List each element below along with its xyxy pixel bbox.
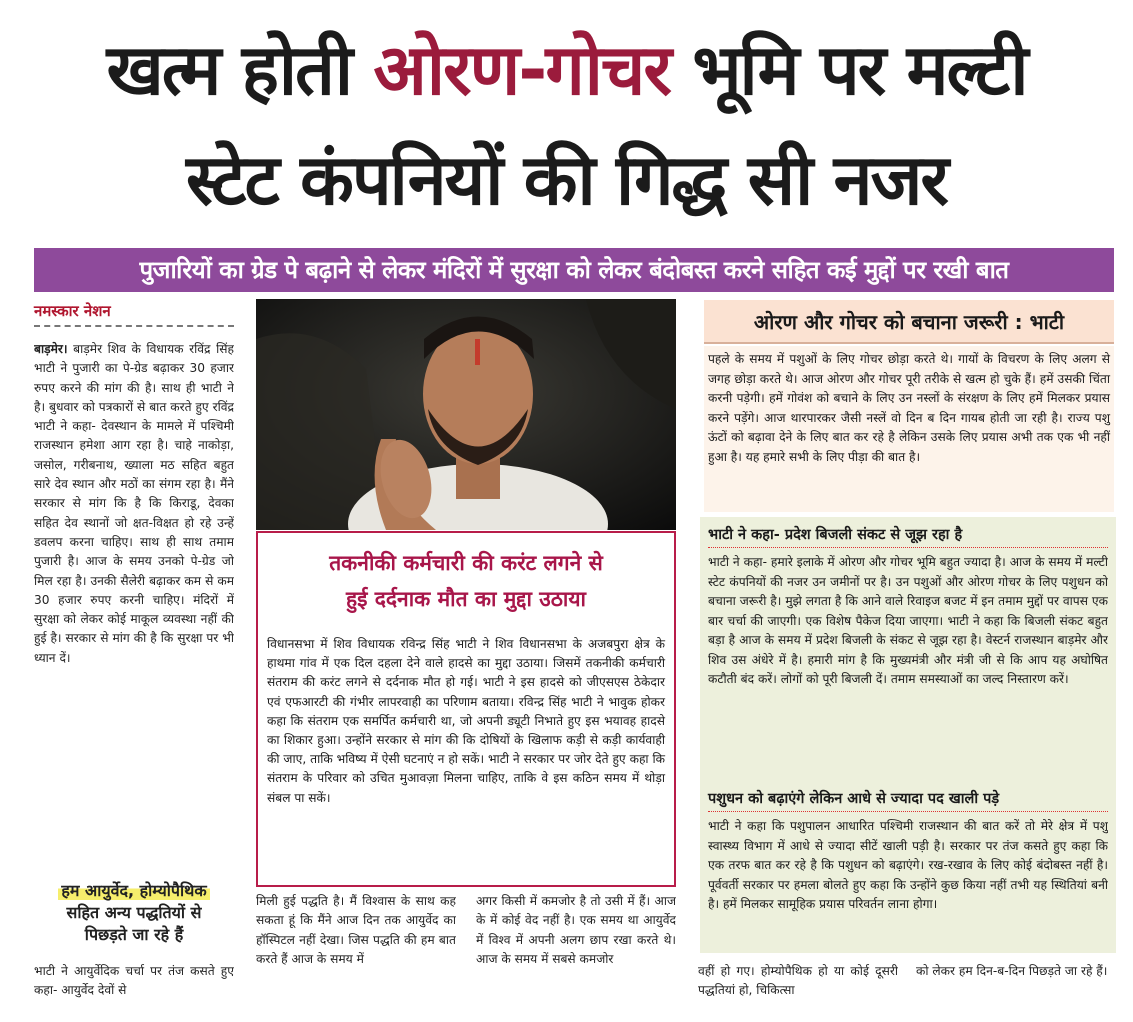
livestock-section-rule: [708, 811, 1108, 812]
livestock-section-heading: पशुधन को बढ़ाएंगे लेकिन आधे से ज्यादा पद खाली पड़े: [708, 791, 1000, 807]
power-section-heading: भाटी ने कहा- प्रदेश बिजली संकट से जूझ रहा है: [708, 527, 963, 543]
center-box-heading-line-1: तकनीकी कर्मचारी की करंट लगने से: [329, 551, 603, 575]
headline-accent: ओरण-गोचर: [373, 29, 670, 111]
ayurveda-subhead-text: भाटी ने आयुर्वेदिक चर्चा पर तंज कसते हुए कहा- आयुर्वेद देवों से: [34, 964, 234, 998]
subheadline-bar: पुजारियों का ग्रेड पे बढ़ाने से लेकर मंदिरों में सुरक्षा को लेकर बंदोबस्त करने सहित कई मुद्दों पर रखी बात: [34, 248, 1114, 292]
bottom-column-b: अगर किसी में कमजोर है तो उसी में हैं। आज के में कोई वेद नहीं है। एक समय था आयुर्वेद में विश्व में अपनी अलग छाप रखा करते थे। आज के समय में सबसे कमजोर: [476, 894, 676, 966]
photo-illustration: [256, 299, 676, 530]
power-section-text: भाटी ने कहा- हमारे इलाके में ओरण और गोचर भूमि बहुत ज्यादा है। आज के समय में मल्टी स्टेट कंपनियों की नजर उन जमीनों पर है। उन पशुओं और ओरण गोचर के लिए पशुधन को बचाना जरूरी है। मुझे लगता है कि आने वाले रिवाइज बजट में इन तमाम मुद्दों पर वापस एक बार चर्चा की जाएगी। एक विशेष पैकेज दिया जाएगा। भाटी ने कहा कि बिजली संकट बहुत बड़ा है आज के समय में प्रदेश बिजली के संकट से जूझ रहा है। वेस्टर्न राजस्थान बाड़मेर और शिव उस अंधेरे में है। हमारी मांग है कि मुख्यमंत्री और मंत्री जी से कि आप यह अघोषित कटौती बंद करें। लोगों को पूरी बिजली दें। तमाम समस्याओं का जल्द निस्तारण करें।: [708, 555, 1108, 686]
byline: नमस्कार नेशन: [34, 302, 111, 320]
center-box-heading: [256, 531, 676, 629]
headline-line-1-pre: खत्म होती: [106, 29, 374, 111]
bottom-column-d: को लेकर हम दिन-ब-दिन पिछड़ते जा रहे हैं।: [916, 964, 1108, 978]
bottom-column-a: मिली हुई पद्धति है। मैं विश्वास के साथ कह सकता हूं कि मैंने आज दिन तक आयुर्वेद का हॉस्पिटल नहीं देखा। जिस पद्धति की हम बात करते हैं आज के समय में: [256, 894, 456, 966]
livestock-section-text: भाटी ने कहा कि पशुपालन आधारित पश्चिमी राजस्थान की बात करें तो मेरे क्षेत्र में पशु स्वास्थ्य विभाग में आधे से ज्यादा सीटें खाली पड़ी है। सरकार पर तंज कसते हुए कहा कि एक तरफ बात कर रहे है कि पशुधन को बढ़ाएंगे। रख-रखाव के लिए कोई बंदोबस्त नहीं है। पूर्ववर्ती सरकार पर हमला बोलते हुए कहा कि उन्होंने कुछ किया नहीं तभी यह स्थितियां बनी है। हमें मिलकर सामूहिक प्रयास परिवर्तन लाना होगा।: [708, 819, 1108, 911]
headline-line-1: [0, 22, 1133, 118]
oran-box-heading: ओरण और गोचर को बचाना जरूरी : भाटी: [704, 300, 1114, 344]
byline-divider: [34, 325, 234, 327]
headline-line-1-post: भूमि पर मल्टी: [669, 29, 1027, 111]
center-box-text: विधानसभा में शिव विधायक रविन्द्र सिंह भाटी ने शिव विधानसभा के अजबपुरा क्षेत्र के हाथमा गांव में एक दिल दहला देने वाले हादसे का मुद्दा उठाया। जिसमें तकनीकी कर्मचारी संतराम की करंट लगने से दर्दनाक मौत हो गई। भाटी ने इस हादसे को जीएसएस ठेकेदार एवं एफआरटी की गंभीर लापरवाही का परिणाम बताया। रविन्द्र सिंह भाटी ने भावुक होकर कहा कि संतराम एक समर्पित कर्मचारी था, जो अपनी ड्यूटी निभाते हुए इस भयावह हादसे का शिकार हुआ। उन्होंने सरकार से मांग की कि दोषियों के खिलाफ कड़ी से कड़ी कार्यवाही की जाए, ताकि भविष्य में ऐसी घटनाएं न हो सकें। भाटी ने सरकार पर जोर देते हुए कहा कि संतराम के परिवार को उचित मुआवज़ा मिलना चाहिए, ताकि वे इस कठिन समय में थोड़ा संबल पा सकें।: [256, 629, 676, 887]
headline-line-2: स्टेट कंपनियों की गिद्ध सी नजर: [185, 139, 948, 221]
dateline: बाड़मेर।: [34, 342, 68, 356]
bottom-column-c: वहीं हो गए। होम्योपैथिक हो या कोई दूसरी पद्धतियां हो, चिकित्सा: [698, 964, 898, 998]
photo-mla-speaking: [256, 299, 676, 530]
oran-box-text: पहले के समय में पशुओं के लिए गोचर छोड़ा करते थे। गायों के विचरण के लिए अलग से जगह छोड़ा करते थे। आज ओरण और गोचर पूरी तरीके से खत्म हो चुके हैं। हमें उसकी चिंता करनी पड़ेगी। हमें गोवंश को बचाने के लिए उन नस्लों के संरक्षण के लिए हमें मिलकर प्रयास करने पड़ेंगे। आज थारपारकर जैसी नस्लें वो दिन ब दिन गायब होती जा रही है। राज्य पशु ऊंटों को बढ़ावा देने के लिए बात कर रहे है लेकिन उसके लिए प्रयास अभी तक एक भी नहीं हुआ है। यह हमारे सभी के लिए पीड़ा की बात है।: [704, 346, 1114, 512]
center-box-heading-line-2: हुई दर्दनाक मौत का मुद्दा उठाया: [345, 587, 586, 611]
ayurveda-subhead-line-3: पिछड़ते जा रहे हैं: [84, 925, 184, 944]
ayurveda-subhead: [34, 880, 234, 946]
power-section-rule: [708, 547, 1108, 548]
left-column-text: [34, 340, 234, 872]
left-column-body: बाड़मेर शिव के विधायक रविंद्र सिंह भाटी ने पुजारी का पे-ग्रेड बढ़ाकर 30 हजार रुपए करने की मांग की है। साथ ही भाटी ने है। बुधवार को पत्रकारों से बात करते हुए रविंद्र भाटी ने कहा- देवस्थान के मामले में पश्चिमी राजस्थान हमेशा आग रहा है। चाहे नाकोड़ा, जसोल, गरीबनाथ, ख्याला मठ सहित बहुत सारे देव स्थान और मठों का संगम रहा है। मैंने सरकार से मांग कि है कि किराडू, देवका सहित देव स्थानों जो क्षत-विक्षत हो रहे उन्हें डवलप करना चाहिए। साथ ही साथ तमाम पुजारी है। आज के समय उनको पे-ग्रेड जो मिल रहा है। उनकी सैलेरी बढ़ाकर कम से कम 30 हजार रुपए करनी चाहिए। मंदिरों में सुरक्षा को लेकर कोई माकूल व्यवस्था नहीं की हुई है। सरकार से मांग की है कि सुरक्षा पर भी ध्यान दें।: [34, 342, 234, 665]
ayurveda-subhead-line-1: हम आयुर्वेद, होम्योपैथिक: [58, 881, 209, 900]
ayurveda-subhead-line-2: सहित अन्य पद्धतियों से: [66, 903, 202, 922]
